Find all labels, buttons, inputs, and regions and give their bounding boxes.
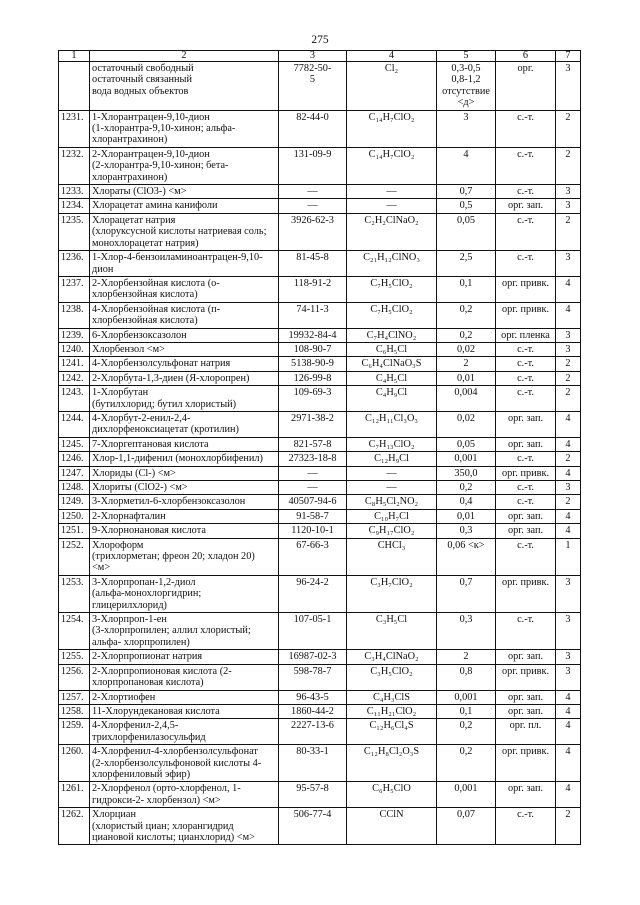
cas-number: 7782-50- 5 (279, 62, 347, 111)
limit-value: 0,3-0,5 0,8-1,2 отсутствие <д> (437, 62, 496, 111)
row-number: 1261. (59, 782, 90, 808)
cas-number: 5138-90-9 (279, 357, 347, 371)
hazard-class: 4 (556, 782, 581, 808)
limit-value: 0,3 (437, 613, 496, 650)
harmfulness-sign: с.-т. (496, 371, 556, 385)
hazard-class: 3 (556, 650, 581, 664)
row-number: 1255. (59, 650, 90, 664)
table-row (59, 664, 581, 690)
table-row (59, 371, 581, 385)
cas-number: — (279, 185, 347, 199)
table-row (59, 386, 581, 412)
cas-number: — (279, 481, 347, 495)
cas-number: 109-69-3 (279, 386, 347, 412)
chemical-formula: C₁₂H₁₁Cl₃O₃ (347, 411, 437, 437)
row-number: 1232. (59, 147, 90, 184)
hazard-class: 2 (556, 495, 581, 509)
harmfulness-sign: орг. зап. (496, 704, 556, 718)
substance-name: 2-Хлорнафталин (90, 509, 279, 523)
chemical-formula: CClN (347, 808, 437, 845)
row-number: 1258. (59, 704, 90, 718)
harmfulness-sign: орг. пленка (496, 328, 556, 342)
substance-name: Хлориды (Cl-) <м> (90, 466, 279, 480)
table-row (59, 357, 581, 371)
table-row (59, 538, 581, 575)
cas-number: 82-44-0 (279, 110, 347, 147)
table-row (59, 613, 581, 650)
limit-value: 0,1 (437, 704, 496, 718)
chemical-formula: C₃H₅Cl (347, 613, 437, 650)
row-number: 1249. (59, 495, 90, 509)
cas-number: 1860-44-2 (279, 704, 347, 718)
chemical-formula: C₁₄H₇ClO₂ (347, 147, 437, 184)
row-number: 1247. (59, 466, 90, 480)
hazard-class: 4 (556, 509, 581, 523)
row-number: 1260. (59, 745, 90, 782)
chemical-formula: C₁₀H₇Cl (347, 509, 437, 523)
harmfulness-sign: орг. зап. (496, 509, 556, 523)
table-row (59, 650, 581, 664)
column-header: 3 (279, 51, 347, 62)
column-header: 1 (59, 51, 90, 62)
hazard-class: 3 (556, 342, 581, 356)
page-number: 275 (311, 34, 329, 46)
table-row (59, 251, 581, 277)
row-number: 1246. (59, 452, 90, 466)
harmfulness-sign: с.-т. (496, 185, 556, 199)
table-row (59, 524, 581, 538)
row-number: 1236. (59, 251, 90, 277)
substance-name: 4-Хлорбензойная кислота (п- хлорбензойная кислота) (90, 302, 279, 328)
harmfulness-sign: орг. привк. (496, 302, 556, 328)
hazard-class: 2 (556, 147, 581, 184)
table-row (59, 302, 581, 328)
limit-value: 0,004 (437, 386, 496, 412)
column-header: 4 (347, 51, 437, 62)
hazard-class: 2 (556, 110, 581, 147)
substance-name: остаточный свободный остаточный связанный вода водных объектов (90, 62, 279, 111)
limit-value: 0,2 (437, 719, 496, 745)
limit-value: 3 (437, 110, 496, 147)
limit-value: 0,7 (437, 185, 496, 199)
harmfulness-sign: орг. (496, 62, 556, 111)
limit-value: 0,02 (437, 342, 496, 356)
cas-number: 108-90-7 (279, 342, 347, 356)
harmfulness-sign: с.-т. (496, 481, 556, 495)
substance-name: 2-Хлорпропионат натрия (90, 650, 279, 664)
hazard-class: 3 (556, 251, 581, 277)
cas-number: 80-33-1 (279, 745, 347, 782)
table-row (59, 411, 581, 437)
substance-name: Хлорацетат амина канифоли (90, 199, 279, 213)
limit-value: 0,2 (437, 328, 496, 342)
limit-value: 0,2 (437, 745, 496, 782)
chemical-formula: C₆H₅ClO (347, 782, 437, 808)
table-row (59, 481, 581, 495)
row-number: 1240. (59, 342, 90, 356)
substance-name: 6-Хлорбензоксазолон (90, 328, 279, 342)
substance-name: 3-Хлорпропан-1,2-диол (альфа-монохлоргидрин; глицерилхлорид) (90, 575, 279, 612)
cas-number: 118-91-2 (279, 276, 347, 302)
substance-name: 4-Хлорфенил-2,4,5- трихлорфенилазосульфид (90, 719, 279, 745)
harmfulness-sign: с.-т. (496, 808, 556, 845)
table-row (59, 466, 581, 480)
cas-number: 598-78-7 (279, 664, 347, 690)
harmfulness-sign: орг. зап. (496, 650, 556, 664)
harmfulness-sign: с.-т. (496, 251, 556, 277)
harmfulness-sign: орг. пл. (496, 719, 556, 745)
substance-name: 2-Хлорфенол (орто-хлорфенол, 1- гидрокси-2- хлорбензол) <м> (90, 782, 279, 808)
substance-name: Хлорциан (хлористый циан; хлорангидрид циановой кислоты; цианхлорид) <м> (90, 808, 279, 845)
cas-number: 40507-94-6 (279, 495, 347, 509)
limit-value: 0,8 (437, 664, 496, 690)
hazard-class: 4 (556, 745, 581, 782)
chemical-formula: C₁₄H₇ClO₂ (347, 110, 437, 147)
table-row (59, 276, 581, 302)
limit-value: 2 (437, 650, 496, 664)
cas-number: 74-11-3 (279, 302, 347, 328)
hazard-class: 2 (556, 808, 581, 845)
row-number: 1251. (59, 524, 90, 538)
harmfulness-sign: с.-т. (496, 538, 556, 575)
hazard-class: 4 (556, 276, 581, 302)
cas-number: 131-09-9 (279, 147, 347, 184)
harmfulness-sign: орг. привк. (496, 664, 556, 690)
substance-name: 4-Хлорбут-2-енил-2,4- дихлорфеноксиацетат (кротилин) (90, 411, 279, 437)
hazard-class: 4 (556, 719, 581, 745)
row-number: 1243. (59, 386, 90, 412)
chemical-formula: — (347, 199, 437, 213)
hazard-class: 2 (556, 371, 581, 385)
harmfulness-sign: с.-т. (496, 147, 556, 184)
harmfulness-sign: орг. зап. (496, 199, 556, 213)
chemical-formula: C₁₂H₆Cl₄S (347, 719, 437, 745)
table-row (59, 509, 581, 523)
hazard-class: 3 (556, 575, 581, 612)
row-number: 1241. (59, 357, 90, 371)
cas-number: 27323-18-8 (279, 452, 347, 466)
harmfulness-sign: орг. зап. (496, 782, 556, 808)
hazard-class: 4 (556, 302, 581, 328)
substance-name: 4-Хлорфенил-4-хлорбензолсульфонат (2-хлорбензолсульфоновой кислоты 4- хлорфениловый эфир) (90, 745, 279, 782)
limit-value: 0,3 (437, 524, 496, 538)
table-row (59, 704, 581, 718)
hazard-class: 3 (556, 481, 581, 495)
cas-number: — (279, 466, 347, 480)
table-row (59, 575, 581, 612)
row-number: 1231. (59, 110, 90, 147)
substance-name: 4-Хлорбензолсульфонат натрия (90, 357, 279, 371)
row-number: 1234. (59, 199, 90, 213)
substance-name: Хлорацетат натрия (хлоруксусной кислоты натриевая соль; монохлорацетат натрия) (90, 213, 279, 250)
hazard-class: 2 (556, 386, 581, 412)
harmfulness-sign: с.-т. (496, 613, 556, 650)
limit-value: 0,02 (437, 411, 496, 437)
limit-value: 4 (437, 147, 496, 184)
chemical-formula: C₇H₅ClO₂ (347, 302, 437, 328)
chemical-formula: C₃H₄ClNaO₂ (347, 650, 437, 664)
hazard-class: 4 (556, 524, 581, 538)
limit-value: 0,001 (437, 690, 496, 704)
limit-value: 0,2 (437, 302, 496, 328)
hazard-class: 3 (556, 62, 581, 111)
substance-name: 1-Хлор-4-бензоиламиноантрацен-9,10- дион (90, 251, 279, 277)
limit-value: 0,5 (437, 199, 496, 213)
substance-name: Хлороформ (трихлорметан; фреон 20; хладон 20) <м> (90, 538, 279, 575)
chemical-formula: C₁₂H₉Cl (347, 452, 437, 466)
substance-name: 2-Хлортиофен (90, 690, 279, 704)
substance-name: Хлорбензол <м> (90, 342, 279, 356)
limit-value: 0,01 (437, 371, 496, 385)
limit-value: 0,1 (437, 276, 496, 302)
chemical-formula: CHCl₃ (347, 538, 437, 575)
harmfulness-sign: орг. привк. (496, 575, 556, 612)
table-row (59, 62, 581, 111)
substances-table (58, 50, 581, 845)
limit-value: 0,06 <к> (437, 538, 496, 575)
substance-name: 3-Хлорпроп-1-ен (3-хлорпропилен; аллил хлористый; альфа- хлорпропилен) (90, 613, 279, 650)
harmfulness-sign: с.-т. (496, 110, 556, 147)
harmfulness-sign: орг. зап. (496, 690, 556, 704)
row-number (59, 62, 90, 111)
table-row (59, 452, 581, 466)
chemical-formula: Cl₂ (347, 62, 437, 111)
table-row (59, 147, 581, 184)
cas-number: 81-45-8 (279, 251, 347, 277)
chemical-formula: C₃H₇ClO₂ (347, 575, 437, 612)
cas-number: 95-57-8 (279, 782, 347, 808)
table-row (59, 719, 581, 745)
row-number: 1256. (59, 664, 90, 690)
chemical-formula: C₁₂H₈Cl₂O₃S (347, 745, 437, 782)
row-number: 1250. (59, 509, 90, 523)
table-row (59, 808, 581, 845)
harmfulness-sign: орг. зап. (496, 524, 556, 538)
substance-name: 11-Хлорундекановая кислота (90, 704, 279, 718)
chemical-formula: C₉H₁₇ClO₂ (347, 524, 437, 538)
hazard-class: 4 (556, 690, 581, 704)
limit-value: 0,001 (437, 782, 496, 808)
substance-name: Хлораты (ClO3-) <м> (90, 185, 279, 199)
limit-value: 0,001 (437, 452, 496, 466)
cas-number: 16987-02-3 (279, 650, 347, 664)
harmfulness-sign: с.-т. (496, 342, 556, 356)
table-row (59, 745, 581, 782)
substance-name: 2-Хлорбензойная кислота (о- хлорбензойная кислота) (90, 276, 279, 302)
row-number: 1235. (59, 213, 90, 250)
chemical-formula: — (347, 185, 437, 199)
cas-number: 91-58-7 (279, 509, 347, 523)
hazard-class: 3 (556, 199, 581, 213)
row-number: 1248. (59, 481, 90, 495)
cas-number: 1120-10-1 (279, 524, 347, 538)
cas-number: 67-66-3 (279, 538, 347, 575)
table-row (59, 199, 581, 213)
chemical-formula: C₄H₅Cl (347, 371, 437, 385)
cas-number: 96-24-2 (279, 575, 347, 612)
chemical-formula: C₇H₄ClNO₂ (347, 328, 437, 342)
chemical-formula: C₃H₅ClO₂ (347, 664, 437, 690)
row-number: 1257. (59, 690, 90, 704)
cas-number: — (279, 199, 347, 213)
row-number: 1233. (59, 185, 90, 199)
harmfulness-sign: орг. привк. (496, 466, 556, 480)
row-number: 1244. (59, 411, 90, 437)
row-number: 1252. (59, 538, 90, 575)
row-number: 1237. (59, 276, 90, 302)
hazard-class: 4 (556, 437, 581, 451)
row-number: 1262. (59, 808, 90, 845)
row-number: 1238. (59, 302, 90, 328)
table-row (59, 690, 581, 704)
harmfulness-sign: с.-т. (496, 357, 556, 371)
substance-name: 1-Хлорбутан (бутилхлорид; бутил хлористый) (90, 386, 279, 412)
harmfulness-sign: с.-т. (496, 495, 556, 509)
chemical-formula: C₈H₅Cl₂NO₂ (347, 495, 437, 509)
limit-value: 0,01 (437, 509, 496, 523)
table-row (59, 342, 581, 356)
table-row (59, 110, 581, 147)
table-row (59, 495, 581, 509)
cas-number: 3926-62-3 (279, 213, 347, 250)
harmfulness-sign: с.-т. (496, 452, 556, 466)
chemical-formula: C₇H₅ClO₂ (347, 276, 437, 302)
hazard-class: 3 (556, 328, 581, 342)
cas-number: 506-77-4 (279, 808, 347, 845)
chemical-formula: C₄H₃ClS (347, 690, 437, 704)
row-number: 1242. (59, 371, 90, 385)
hazard-class: 4 (556, 411, 581, 437)
limit-value: 0,4 (437, 495, 496, 509)
harmfulness-sign: орг. привк. (496, 745, 556, 782)
chemical-formula: C₇H₁₃ClO₂ (347, 437, 437, 451)
substance-name: 9-Хлорнонановая кислота (90, 524, 279, 538)
cas-number: 19932-84-4 (279, 328, 347, 342)
chemical-formula: C₆H₅Cl (347, 342, 437, 356)
harmfulness-sign: орг. привк. (496, 276, 556, 302)
chemical-formula: C₁₁H₂₁ClO₂ (347, 704, 437, 718)
table-row (59, 213, 581, 250)
limit-value: 0,07 (437, 808, 496, 845)
limit-value: 0,2 (437, 481, 496, 495)
hazard-class: 2 (556, 357, 581, 371)
chemical-formula: C₄H₉Cl (347, 386, 437, 412)
row-number: 1259. (59, 719, 90, 745)
limit-value: 350,0 (437, 466, 496, 480)
hazard-class: 3 (556, 613, 581, 650)
table-row (59, 782, 581, 808)
limit-value: 0,05 (437, 437, 496, 451)
limit-value: 0,05 (437, 213, 496, 250)
limit-value: 2,5 (437, 251, 496, 277)
substance-name: Хлориты (ClO2-) <м> (90, 481, 279, 495)
limit-value: 0,7 (437, 575, 496, 612)
hazard-class: 1 (556, 538, 581, 575)
cas-number: 2227-13-6 (279, 719, 347, 745)
table-row (59, 185, 581, 199)
cas-number: 96-43-5 (279, 690, 347, 704)
hazard-class: 2 (556, 452, 581, 466)
cas-number: 107-05-1 (279, 613, 347, 650)
header-row (59, 51, 581, 62)
column-header: 5 (437, 51, 496, 62)
substance-name: 3-Хлорметил-6-хлорбензоксазолон (90, 495, 279, 509)
hazard-class: 2 (556, 213, 581, 250)
hazard-class: 4 (556, 466, 581, 480)
cas-number: 2971-38-2 (279, 411, 347, 437)
column-header: 2 (90, 51, 279, 62)
row-number: 1254. (59, 613, 90, 650)
chemical-formula: C₆H₄ClNaO₃S (347, 357, 437, 371)
chemical-formula: C₂₁H₁₂ClNO₃ (347, 251, 437, 277)
hazard-class: 3 (556, 664, 581, 690)
cas-number: 821-57-8 (279, 437, 347, 451)
hazard-class: 3 (556, 185, 581, 199)
row-number: 1253. (59, 575, 90, 612)
limit-value: 2 (437, 357, 496, 371)
table-row (59, 328, 581, 342)
hazard-class: 4 (556, 704, 581, 718)
substance-name: 7-Хлоргептановая кислота (90, 437, 279, 451)
harmfulness-sign: с.-т. (496, 213, 556, 250)
cas-number: 126-99-8 (279, 371, 347, 385)
substance-name: 1-Хлорантрацен-9,10-дион (1-хлорантра-9,10-хинон; альфа- хлорантрахинон) (90, 110, 279, 147)
row-number: 1239. (59, 328, 90, 342)
column-header: 7 (556, 51, 581, 62)
chemical-formula: — (347, 466, 437, 480)
harmfulness-sign: орг. зап. (496, 437, 556, 451)
row-number: 1245. (59, 437, 90, 451)
chemical-formula: C₂H₂ClNaO₂ (347, 213, 437, 250)
substance-name: 2-Хлорантрацен-9,10-дион (2-хлорантра-9,10-хинон; бета- хлорантрахинон) (90, 147, 279, 184)
column-header: 6 (496, 51, 556, 62)
table-row (59, 437, 581, 451)
substance-name: Хлор-1,1-дифенил (монохлорбифенил) (90, 452, 279, 466)
harmfulness-sign: орг. зап. (496, 411, 556, 437)
substance-name: 2-Хлорпропионовая кислота (2- хлорпропановая кислота) (90, 664, 279, 690)
substance-name: 2-Хлорбута-1,3-диен (Я-хлоропрен) (90, 371, 279, 385)
harmfulness-sign: с.-т. (496, 386, 556, 412)
chemical-formula: — (347, 481, 437, 495)
